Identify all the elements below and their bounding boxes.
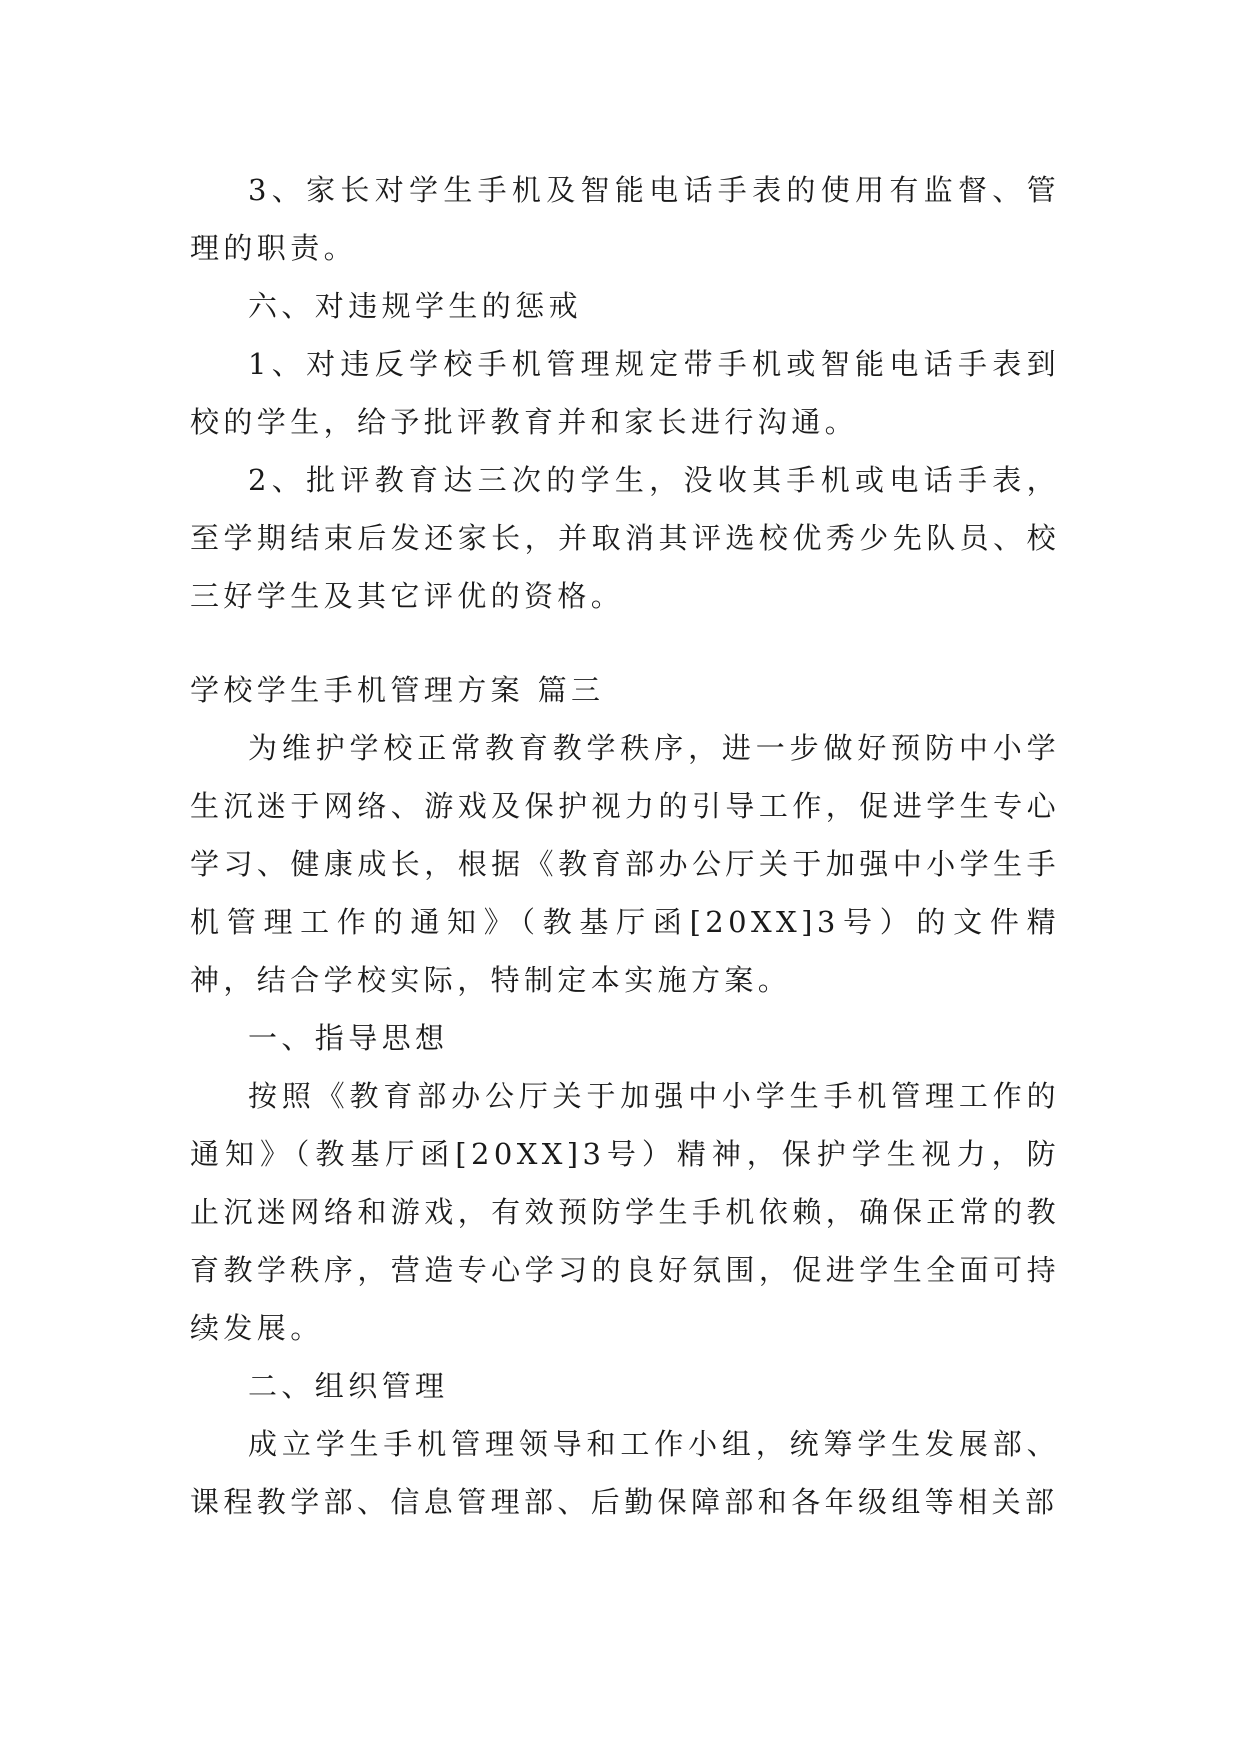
paragraph-organization: 成立学生手机管理领导和工作小组，统筹学生发展部、课程教学部、信息管理部、后勤保障部和各年级组等相关部	[190, 1427, 1060, 1519]
heading-organization: 二、组织管理	[248, 1369, 449, 1403]
paragraph-intro: 为维护学校正常教育教学秩序，进一步做好预防中小学生沉迷于网络、游戏及保护视力的引导工作，促进学生专心学习、健康成长，根据《教育部办公厅关于加强中小学生手机管理工作的通知》（教基厅函[20XX]3号）的文件精神，结合学校实际，特制定本实施方案。	[190, 731, 1060, 997]
paragraph-discipline-2: 2、批评教育达三次的学生，没收其手机或电话手表，至学期结束后发还家长，并取消其评选校优秀少先队员、校三好学生及其它评优的资格。	[190, 463, 1060, 613]
section-title: 学校学生手机管理方案 篇三	[190, 673, 605, 707]
document-body	[190, 161, 1060, 1531]
section-gap	[190, 625, 1060, 661]
paragraph-discipline-1: 1、对违反学校手机管理规定带手机或智能电话手表到校的学生，给予批评教育并和家长进行沟通。	[190, 347, 1060, 439]
heading-guiding-thought: 一、指导思想	[248, 1021, 449, 1055]
heading-discipline: 六、对违规学生的惩戒	[248, 289, 583, 323]
paragraph-parent-duty: 3、家长对学生手机及智能电话手表的使用有监督、管理的职责。	[190, 173, 1060, 265]
paragraph-guiding-thought: 按照《教育部办公厅关于加强中小学生手机管理工作的通知》（教基厅函[20XX]3号）精神，保护学生视力，防止沉迷网络和游戏，有效预防学生手机依赖，确保正常的教育教学秩序，营造专心学习的良好氛围，促进学生全面可持续发展。	[190, 1079, 1060, 1345]
